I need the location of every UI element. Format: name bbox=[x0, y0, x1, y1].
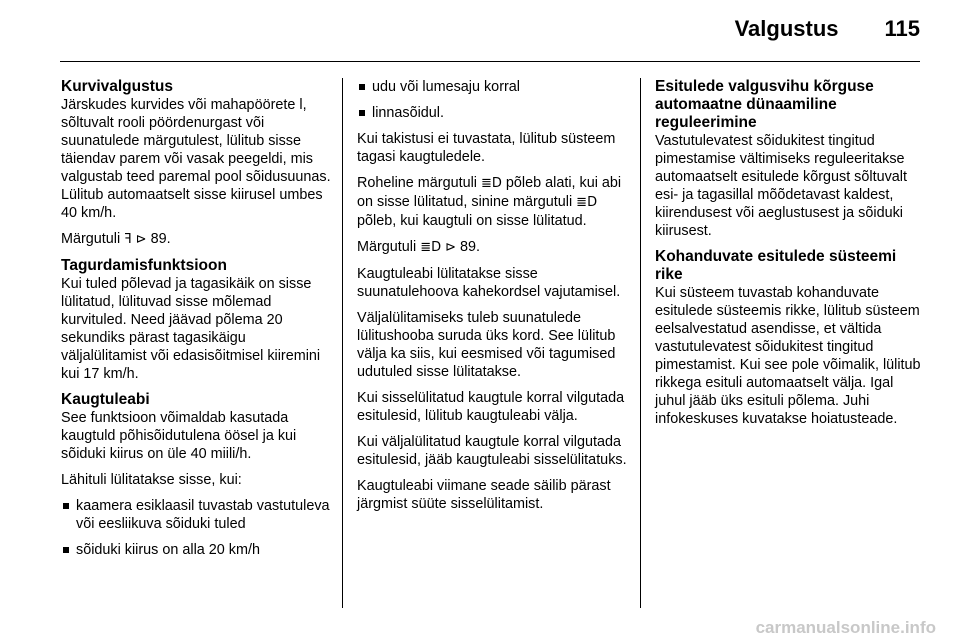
section-heading: Esitulede valgusvihu kõrguse automaatne dünaamiline reguleerimine bbox=[655, 78, 874, 131]
section-heading: Kaugtuleabi bbox=[61, 391, 150, 408]
section-heading: Tagurdamisfunktsioon bbox=[61, 257, 227, 274]
section-text: See funktsioon võimaldab kasutada kaugtuld põhisõidutulena öösel ja kui sõiduki kiirus on üle 40 miili/h. bbox=[61, 410, 297, 462]
section-kurvivalgustus bbox=[61, 78, 331, 249]
column-2 bbox=[357, 78, 629, 521]
high-beam-icon: ≣D bbox=[576, 195, 598, 210]
list-item: sõiduki kiirus on alla 20 km/h bbox=[61, 541, 331, 559]
high-beam-assist-icon: ≣D bbox=[481, 176, 502, 191]
section-adaptive-headlight-fault bbox=[655, 248, 927, 428]
paragraph: Väljalülitamiseks tuleb suunatulede lülitushooba suruda üks kord. See lülitub välja ka siis, kui eesmised või tagumised udutuled sisse lülitatakse. bbox=[357, 310, 616, 380]
paragraph: Kui väljalülitatud kaugtule korral vilgutada esitulesid, jääb kaugtuleabi sisselülitatuks. bbox=[357, 434, 627, 468]
section-text: Kui tuled põlevad ja tagasikäik on sisse lülitatud, lülituvad sisse mõlemad kurvituled. Need jäävad põlema 20 sekundiks pärast tagasikäigu väljalülitamist või edasisõitmisel kiiremini kui 17 km/h. bbox=[61, 276, 321, 382]
section-tagurdamisfunktsioon bbox=[61, 257, 331, 383]
header-rule bbox=[60, 61, 920, 62]
page-number: 115 bbox=[884, 16, 920, 41]
section-text: Järskudes kurvides või mahapöörete l, sõltuvalt rooli pöördenurgast või suunatulede märgutulest, lülitub sisse täiendav parem või vasak peegeldi, mis valgustab teed paremal pool sõidusuunas. Lülitub automaatselt sisse kiirusel umbes 40 km/h. bbox=[61, 97, 331, 221]
list-item: kaamera esiklaasil tuvastab vastutuleva või eesliikuva sõiduki tuled bbox=[61, 497, 331, 533]
column-divider-1 bbox=[342, 78, 343, 608]
paragraph: Kui takistusi ei tuvastata, lülitub süsteem tagasi kaugtuledele. bbox=[357, 131, 616, 165]
section-heading: Kurvivalgustus bbox=[61, 78, 173, 95]
list-item: udu või lumesaju korral bbox=[357, 78, 629, 96]
high-beam-assist-icon: ≣D bbox=[420, 240, 442, 255]
page-header bbox=[735, 16, 920, 50]
paragraph: Kaugtuleabi lülitatakse sisse suunatulehoova kahekordsel vajutamisel. bbox=[357, 266, 621, 300]
column-1 bbox=[61, 78, 331, 567]
paragraph: Kaugtuleabi viimane seade säilib pärast järgmist süüte sisselülitamist. bbox=[357, 478, 611, 512]
cross-reference: Märgutuli ꟻ ⊳ 89. bbox=[61, 231, 171, 247]
section-text: Kui süsteem tuvastab kohanduvate esitulede süsteemis rikke, lülitub süsteem eelsalvestatud asendisse, et vältida vastutulevatest sõidukitest tingitud pimestamist. Kui see pole võimalik, lülitub rikkega esituli automaatselt välja. Igal juhul jääb üks esituli põlema. Juhi infokeskuses kuvatakse hoiatusteade. bbox=[655, 285, 921, 427]
section-automatic-headlight-leveling bbox=[655, 78, 927, 240]
page-ref-arrow-icon: ⊳ bbox=[135, 232, 147, 247]
cornering-light-icon: ꟻ bbox=[124, 232, 132, 247]
paragraph: Kui sisselülitatud kaugtule korral vilgutada esitulesid, lülitub kaugtuleabi välja. bbox=[357, 390, 625, 424]
page-ref-arrow-icon: ⊳ bbox=[445, 240, 456, 255]
section-text: Vastutulevatest sõidukitest tingitud pimestamise vältimiseks reguleeritakse automaatselt esitulede kõrgust sõltuvalt esi- ja tagasillal mõõdetavast kaldest, kiirendusest või aeglustusest ja sõiduki kiirusest. bbox=[655, 133, 907, 239]
paragraph: Roheline märgutuli ≣D põleb alati, kui abi on sisse lülitatud, sinine märgutuli ≣D põleb, kui kaugtuli on sisse lülitatud. bbox=[357, 175, 622, 229]
watermark: carmanualsonline.info bbox=[755, 618, 936, 637]
list-item: linnasõidul. bbox=[357, 104, 629, 122]
section-text: Lähituli lülitatakse sisse, kui: bbox=[61, 472, 242, 488]
page-title: Valgustus bbox=[734, 16, 839, 41]
column-divider-2 bbox=[640, 78, 641, 608]
section-kaugtuleabi bbox=[61, 391, 331, 559]
column-3 bbox=[655, 78, 927, 436]
section-heading: Kohanduvate esitulede süsteemi rike bbox=[655, 248, 897, 283]
cross-reference: Märgutuli ≣D ⊳ 89. bbox=[357, 239, 481, 255]
